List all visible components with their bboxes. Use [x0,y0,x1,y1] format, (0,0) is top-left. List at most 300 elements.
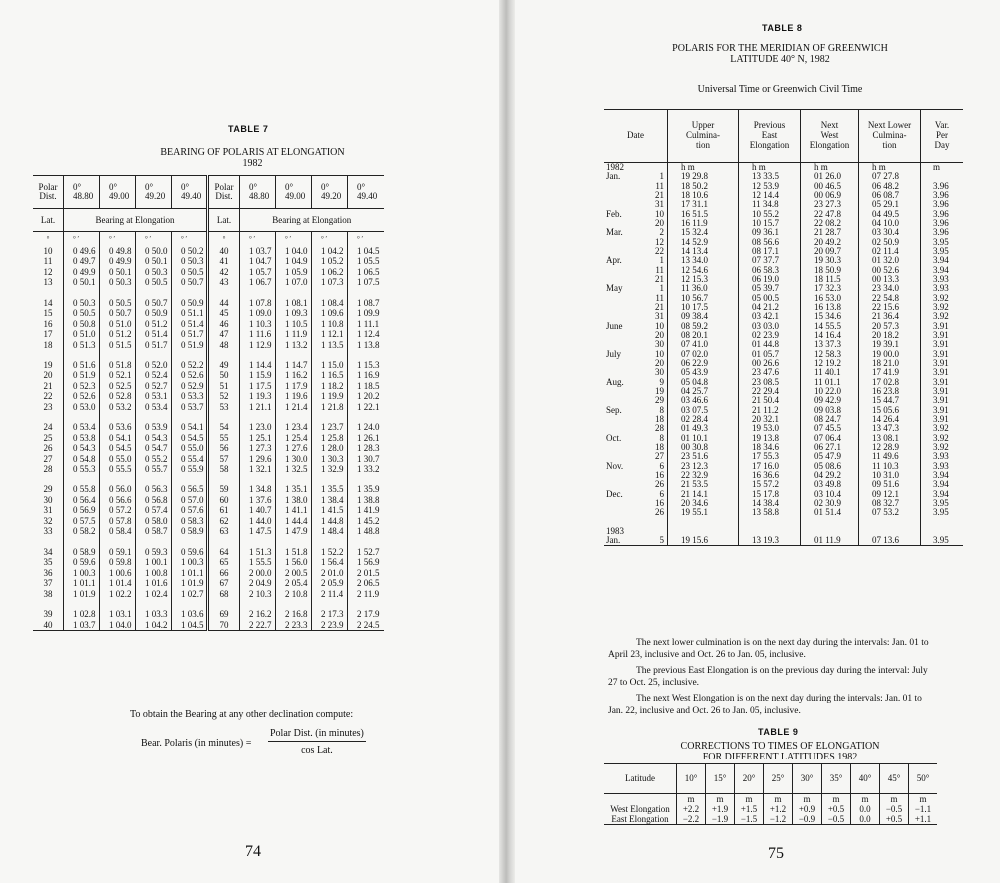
table8-header-row [604,110,963,163]
latitude-cell: 25 [43,432,53,443]
time-cell: 17 31.1 [668,200,739,209]
variation-cell: 3.91 [921,378,964,387]
time-cell: 19 29.8 [668,172,739,181]
time-cell: 09 12.1 [859,489,921,498]
time-cell: 04 49.5 [859,210,921,219]
day-cell: 16 [655,497,664,508]
bearing-cell: 0 59.6 [64,557,100,568]
bearing-cell: 2 11.4 [312,589,348,600]
bearing-cell: 0 50.1 [64,278,100,289]
bearing-cell: 1 24.0 [348,422,384,433]
note-lower-culmination: The next lower culmination is on the next day during the intervals: Jan. 01 to April 23, inclusive and Oct. 26 to Jan. 05, inclusive. [608,638,929,660]
bearing-cell: 0 50.7 [172,278,208,289]
gap-cell [33,288,64,298]
bearing-cell: 1 29.6 [240,454,276,465]
day-cell: 10 [655,348,664,359]
bearing-cell: 0 54.8 [64,454,100,465]
table8-column-header: Next West Elongation [801,110,859,163]
table7-row [33,589,384,600]
degree-unit: ° [46,234,50,243]
time-cell: 20 49.2 [801,238,859,247]
variation-cell: 3.95 [921,508,964,517]
time-cell: 08 32.7 [859,499,921,508]
latitude-cell: 21 [43,380,53,391]
bearing-cell: 0 51.2 [136,319,172,330]
gap-cell [172,599,208,609]
bearing-cell: 1 18.2 [312,381,348,392]
time-cell: 19 15.6 [668,536,739,546]
bearing-cell: 1 51.8 [276,547,312,558]
latitude-cell: 52 [208,392,240,403]
bearing-cell: 0 52.1 [100,371,136,382]
bearing-cell: 1 01.9 [172,578,208,589]
time-cell: 19 30.3 [801,256,859,265]
table8-row [604,247,963,256]
time-cell: 19 39.1 [859,340,921,349]
time-cell: 12 14.4 [739,191,801,200]
latitude-column-header: 20° [735,764,764,794]
bearing-cell: 0 55.9 [172,464,208,475]
correction-cell: 0.0 [851,814,880,825]
formula-denominator: cos Lat. [301,745,333,756]
time-cell: 01 44.8 [739,340,801,349]
variation-cell: 3.93 [921,275,964,284]
table7-row [33,506,384,517]
month-cell [604,303,636,312]
bearing-cell: 0 52.8 [100,392,136,403]
bearing-cell: 1 56.0 [276,557,312,568]
time-cell: 03 07.5 [668,406,739,415]
variation-cell: 3.96 [921,182,964,191]
time-cell: 22 47.8 [801,210,859,219]
latitude-column-header: 10° [677,764,706,794]
blank-cell [921,517,964,526]
table9-unit-row [604,794,937,805]
bearing-cell: 1 22.1 [348,402,384,413]
time-cell: 04 29.2 [801,471,859,480]
time-cell: 06 22.9 [668,359,739,368]
gap-cell [64,413,100,423]
bearing-cell: 1 00.8 [136,568,172,579]
time-cell: 20 32.1 [739,415,801,424]
time-cell: 14 55.5 [801,322,859,331]
bearing-cell: 0 50.1 [100,267,136,278]
bearing-cell: 1 01.1 [172,568,208,579]
day-cell: 1 [659,255,664,266]
bearing-cell: 1 14.4 [240,360,276,371]
bearing-cell: 0 51.9 [172,340,208,351]
lat-header: Lat. [33,209,64,232]
bearing-cell: 0 51.2 [100,329,136,340]
bearing-cell: 0 56.4 [64,495,100,506]
table9-title: TABLE 9 [758,727,799,737]
table8-column-header: Upper Culmina- tion [668,110,739,163]
bearing-header: Bearing at Elongation [240,209,384,232]
latitude-cell: 31 [43,505,53,516]
formula-lhs: Bear. Polaris (in minutes) = [141,738,252,749]
gap-cell [276,537,312,547]
gap-cell [312,475,348,485]
time-cell: 15 17.8 [739,489,801,498]
gap-cell [208,475,240,485]
blank-cell [636,517,668,526]
gap-cell [208,350,240,360]
bearing-cell: 0 52.2 [172,360,208,371]
correction-cell: +1.5 [735,804,764,814]
bearing-cell: 1 28.0 [312,443,348,454]
time-cell: 18 50.9 [801,266,859,275]
bearing-cell: 0 58.4 [100,527,136,538]
bearing-cell: 0 51.9 [64,371,100,382]
bearing-cell: 2 24.5 [348,620,384,631]
bearing-cell: 1 14.7 [276,360,312,371]
latitude-cell: 40 [33,620,64,631]
time-cell: 18 50.2 [668,182,739,191]
bearing-cell: 1 44.8 [312,516,348,527]
time-cell: 02 28.4 [668,415,739,424]
bearing-cell: 1 35.5 [312,485,348,496]
gap-cell [136,599,172,609]
latitude-cell: 45 [208,308,240,319]
gap-cell [312,599,348,609]
latitude-cell: 44 [208,298,240,309]
day-cell: 16 [655,469,664,480]
gap-cell [33,350,64,360]
latitude-column-header: 50° [909,764,938,794]
bearing-cell: 1 38.8 [348,495,384,506]
bearing-cell: 0 58.0 [136,516,172,527]
time-cell: 23 27.3 [801,200,859,209]
bearing-cell: 0 57.8 [100,516,136,527]
bearing-cell: 1 27.6 [276,443,312,454]
bearing-cell: 0 59.1 [100,547,136,558]
table9-subtitle-line2: FOR DIFFERENT LATITUDES 1982 [702,752,858,759]
time-cell: 06 58.3 [739,266,801,275]
table7-row [33,402,384,413]
month-cell: Dec. [606,488,623,499]
table8-row [604,508,963,517]
bearing-cell: 0 49.7 [64,257,100,268]
day-cell: 18 [655,442,664,452]
table8-row [604,424,963,433]
latitude-column-header: 45° [880,764,909,794]
month-cell [604,471,636,480]
bearing-cell: 2 10.3 [240,589,276,600]
gap-cell [240,475,276,485]
time-cell: 22 54.8 [859,294,921,303]
bearing-cell: 1 23.7 [312,422,348,433]
unit-cell: m [921,163,964,173]
time-cell: 02 50.9 [859,238,921,247]
bearing-cell: 1 04.0 [100,620,136,631]
lat-header: Lat. [208,209,240,232]
table7 [33,175,384,631]
bearing-cell: 0 51.3 [64,340,100,351]
latitude-cell: 36 [43,567,53,578]
time-cell: 16 23.8 [859,387,921,396]
day-cell: 26 [655,479,664,490]
bearing-cell: 1 25.4 [276,433,312,444]
formula-numerator: Polar Dist. (in minutes) [268,728,366,742]
time-cell: 12 28.9 [859,443,921,452]
latitude-cell: 18 [43,339,53,350]
month-cell: Feb. [606,208,622,219]
variation-cell: 3.92 [921,434,964,443]
table7-row [33,527,384,538]
bearing-cell: 1 02.2 [100,589,136,600]
time-cell: 08 59.2 [668,322,739,331]
time-cell: 19 55.1 [668,508,739,517]
table7-row [33,454,384,465]
table7-group-gap [33,599,384,609]
table7-subheader-row [33,209,384,232]
declination-header: 0° 49.20 [312,176,348,209]
time-cell: 11 01.1 [801,378,859,387]
bearing-cell: 0 49.9 [100,257,136,268]
bearing-cell: 2 05.9 [312,578,348,589]
month-cell: June [606,320,623,331]
bearing-cell: 0 54.5 [172,433,208,444]
bearing-cell: 1 12.4 [348,329,384,340]
gap-cell [276,350,312,360]
day-cell: 9 [659,376,664,387]
variation-cell: 3.96 [921,191,964,200]
latitude-cell: 48 [208,340,240,351]
gap-cell [348,350,384,360]
table7-subtitle-year: 1982 [242,158,263,169]
degree-unit: ° ′ [240,232,276,247]
gap-cell [276,599,312,609]
bearing-cell: 1 23.4 [276,422,312,433]
latitude-cell: 20 [43,370,53,381]
bearing-cell: 2 23.9 [312,620,348,631]
variation-cell: 3.93 [921,452,964,461]
time-cell: 03 03.0 [739,322,801,331]
bearing-cell: 1 19.3 [240,392,276,403]
gap-cell [172,288,208,298]
day-cell: 11 [655,180,664,191]
time-cell: 19 13.8 [739,434,801,443]
bearing-cell: 1 08.7 [348,298,384,309]
declination-header: 0° 49.00 [276,176,312,209]
time-cell: 05 47.9 [801,452,859,461]
bearing-cell: 2 17.3 [312,609,348,620]
bearing-cell: 0 59.8 [100,557,136,568]
bearing-cell: 2 01.5 [348,568,384,579]
table8-spacer-row [604,517,963,526]
unit-cell: h m [801,163,859,173]
latitude-column-header: 35° [822,764,851,794]
gap-cell [136,537,172,547]
table8-year-row [604,527,963,536]
bearing-cell: 0 53.6 [100,422,136,433]
bearing-cell: 0 51.4 [172,319,208,330]
table7-row [33,516,384,527]
gap-cell [208,599,240,609]
bearing-cell: 0 51.4 [136,329,172,340]
bearing-cell: 1 32.5 [276,464,312,475]
time-cell: 05 39.7 [739,284,801,293]
bearing-cell: 1 08.1 [276,298,312,309]
bearing-cell: 1 10.8 [312,319,348,330]
bearing-cell: 0 50.1 [136,257,172,268]
unit-cell: m [909,794,938,805]
year-cell: 1983 [606,525,624,536]
time-cell: 18 21.0 [859,359,921,368]
time-cell: 16 36.6 [739,471,801,480]
degree-unit: ° ′ [100,232,136,247]
declination-header: 0° 49.00 [100,176,136,209]
bearing-cell: 1 44.0 [240,516,276,527]
correction-cell: −2.2 [677,814,706,825]
table8-row [604,275,963,284]
time-cell: 18 11.5 [801,275,859,284]
bearing-cell: 1 01.6 [136,578,172,589]
bearing-cell: 0 51.0 [100,319,136,330]
time-cell: 05 08.6 [801,462,859,471]
bearing-cell: 1 55.5 [240,557,276,568]
variation-cell: 3.91 [921,387,964,396]
latitude-cell: 24 [43,422,53,433]
table9-row [604,814,937,825]
bearing-cell: 0 49.6 [64,246,100,257]
latitude-cell: 46 [208,319,240,330]
month-cell [604,387,636,396]
bearing-cell: 0 55.8 [64,485,100,496]
day-cell: 22 [655,246,664,257]
degree-unit: ° ′ [312,232,348,247]
time-cell: 11 49.6 [859,452,921,461]
bearing-cell: 1 13.2 [276,340,312,351]
variation-cell: 3.92 [921,312,964,321]
day-cell: 1 [659,171,664,182]
elongation-label: West Elongation [610,803,670,814]
bearing-cell: 0 58.3 [172,516,208,527]
bearing-cell: 1 38.4 [312,495,348,506]
time-cell: 07 53.2 [859,508,921,517]
time-cell: 04 25.7 [668,387,739,396]
time-cell: 19 00.0 [859,350,921,359]
table7-row [33,547,384,558]
table7-degree-row [33,232,384,247]
time-cell: 23 12.3 [668,462,739,471]
latitude-cell: 67 [208,578,240,589]
bearing-cell: 0 50.7 [100,308,136,319]
bearing-cell: 0 52.6 [172,371,208,382]
correction-cell: −0.5 [880,804,909,814]
bearing-cell: 1 35.1 [276,485,312,496]
bearing-cell: 1 48.4 [312,527,348,538]
latitude-cell: 34 [43,546,53,557]
latitude-cell: 26 [43,443,53,454]
month-cell [604,294,636,303]
unit-cell: m [793,794,822,805]
page-number-right: 75 [768,845,784,862]
gap-cell [100,413,136,423]
table8-column-header: Date [604,110,668,163]
day-cell: 26 [655,507,664,518]
month-cell [604,508,636,517]
time-cell: 13 37.3 [801,340,859,349]
blank-cell [739,517,801,526]
bearing-cell: 0 55.2 [136,454,172,465]
time-cell: 14 38.4 [739,499,801,508]
time-cell: 07 13.6 [859,536,921,546]
time-cell: 09 51.6 [859,480,921,489]
correction-cell: −0.5 [822,814,851,825]
time-cell: 19 53.0 [739,424,801,433]
time-cell: 04 21.2 [739,303,801,312]
gap-cell [64,350,100,360]
bearing-cell: 0 52.7 [136,381,172,392]
bearing-cell: 1 47.5 [240,527,276,538]
bearing-cell: 1 40.7 [240,506,276,517]
month-cell: May [606,283,623,294]
day-cell: 8 [659,404,664,415]
gap-cell [172,413,208,423]
time-cell: 12 54.6 [668,266,739,275]
day-cell: 19 [655,386,664,397]
day-cell: 20 [655,330,664,341]
table7-row [33,609,384,620]
bearing-cell: 1 27.3 [240,443,276,454]
day-cell: 8 [659,432,664,443]
bearing-cell: 0 55.7 [136,464,172,475]
table8-subtitle [655,43,905,65]
unit-cell: m [677,794,706,805]
correction-cell: −1.1 [909,804,938,814]
bearing-cell: 0 50.5 [64,308,100,319]
time-cell: 08 17.1 [739,247,801,256]
latitude-cell: 70 [208,620,240,631]
unit-cell: m [851,794,880,805]
bearing-cell: 1 47.9 [276,527,312,538]
latitude-cell: 42 [208,267,240,278]
bearing-cell: 1 25.8 [312,433,348,444]
time-cell: 00 26.6 [739,359,801,368]
bearing-cell: 1 10.3 [240,319,276,330]
unit-cell: m [822,794,851,805]
table7-row [33,308,384,319]
table8-row [604,396,963,405]
latitude-column-header: 40° [851,764,880,794]
bearing-cell: 0 50.0 [136,246,172,257]
bearing-cell: 2 05.4 [276,578,312,589]
time-cell: 23 34.0 [859,284,921,293]
bearing-cell: 1 00.1 [136,557,172,568]
latitude-cell: 15 [43,308,53,319]
bearing-cell: 0 52.0 [136,360,172,371]
note-west-elongation: The next West Elongation is on the next day during the intervals: Jan. 01 to Jan. 22, inclusive and Oct. 26 to Jan. 05, inclusive. [608,694,922,716]
bearing-cell: 1 09.3 [276,308,312,319]
gap-cell [64,288,100,298]
gap-cell [208,413,240,423]
day-cell: 31 [655,311,664,322]
time-cell: 14 26.4 [859,415,921,424]
time-cell: 03 49.8 [801,480,859,489]
bearing-cell: 1 21.8 [312,402,348,413]
latitude-cell: 57 [208,454,240,465]
bearing-cell: 1 16.5 [312,371,348,382]
latitude-cell: 30 [43,494,53,505]
bearing-cell: 1 05.7 [240,267,276,278]
table8-row [604,219,963,228]
bearing-cell: 0 55.0 [172,443,208,454]
correction-cell: +2.2 [677,804,706,814]
correction-cell: −0.9 [793,814,822,825]
bearing-cell: 1 02.4 [136,589,172,600]
bearing-cell: 1 30.7 [348,454,384,465]
